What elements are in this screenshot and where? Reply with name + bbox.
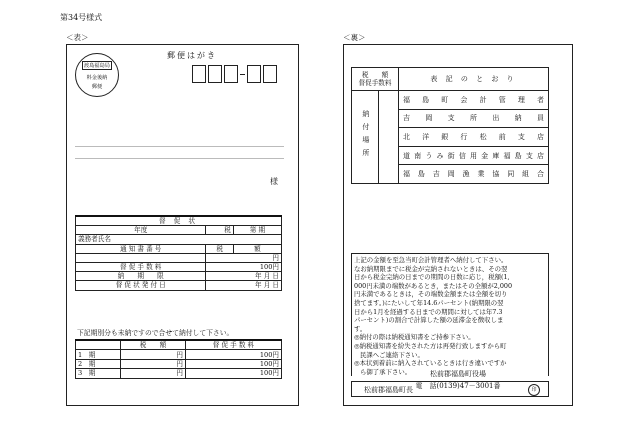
stamp-postage-paid: 料金後納 <box>86 75 108 81</box>
zip-box <box>263 65 277 83</box>
notice-line: 日から税金完納の日までの期間の日数に応じ，税額(1, <box>354 273 510 282</box>
period-header <box>76 340 121 350</box>
amount-fee-header <box>352 68 399 91</box>
zip-box <box>247 65 261 83</box>
unpaid-periods-table <box>75 339 282 379</box>
bullet-line: 民課へご連絡下さい。 <box>360 350 424 359</box>
period-cell: 3 期 <box>76 369 121 378</box>
postcard-front <box>66 44 299 406</box>
fee-cell: 100円 <box>185 359 281 368</box>
tax-amount-yen: 円 <box>206 253 282 262</box>
bullet-line: ◎納税通知書を紛失された方は再発行致しますから町 <box>354 341 507 350</box>
period-cell: 2 期 <box>76 359 121 368</box>
notice-line: なお納期限までに税金が完納されないときは、その翌 <box>354 264 508 273</box>
tax-cell: 円 <box>121 369 186 378</box>
due-date-label: 納 期 限 <box>76 272 206 281</box>
due-date-value: 年 月 日 <box>206 272 282 281</box>
fiscal-year-cell: 年度 <box>76 226 206 235</box>
payment-place-label-cell <box>352 91 379 184</box>
fee-cell: 100円 <box>185 369 281 378</box>
notice-line: す。 <box>354 324 367 333</box>
address-line <box>75 146 284 147</box>
address-line <box>75 158 284 159</box>
amount-header: 額 <box>233 244 281 253</box>
back-label: ＜裏＞ <box>343 33 366 42</box>
notice-line: 000円未満の端数があるとき，またはその全額が2,000 <box>354 281 513 290</box>
payment-table <box>351 67 549 184</box>
payment-place: 道南うみ街信用金庫福島支店 <box>399 146 549 165</box>
dunning-fee-value: 100円 <box>206 262 282 271</box>
stamp-post-office: 渡島福島局 <box>82 61 112 70</box>
postcard-title: 郵便はがき <box>167 51 217 60</box>
notice-line: 日から1月を経過する日までの期間に対しては年7.3 <box>354 307 503 316</box>
period-label: 第 期 <box>233 226 281 235</box>
issue-date-label: 督 促 状 発 付 日 <box>76 281 206 290</box>
notice-number-label: 通 知 書 番 号 <box>76 244 206 253</box>
tax-header: 税 <box>206 244 233 253</box>
form-number: 第34号様式 <box>60 13 103 22</box>
official-seal-icon: 印 <box>528 384 540 396</box>
front-label: ＜表＞ <box>66 33 89 42</box>
payment-place-label: 納付場所 <box>361 109 370 162</box>
mayor-title: 松前郡福島町長 <box>364 386 413 394</box>
table-row <box>76 359 282 368</box>
tax-amount-header: 税 額 <box>121 340 186 350</box>
notice-line: 円未満であるときは，その端数金額または全額を切り <box>354 290 508 299</box>
notice-line: 上記の金額を至急当町会計管理者へ納付して下さい。 <box>354 256 508 264</box>
table-row <box>76 350 282 359</box>
tax-amount-label: 税 額 <box>361 71 389 79</box>
town-office-phone: 電 話(0139)47－3001番 <box>415 382 501 390</box>
stamp-mail: 郵便 <box>91 84 103 90</box>
bullet-line: ら御了承下さい。 <box>360 367 412 376</box>
fee-header: 督 促 手 数 料 <box>185 340 281 350</box>
tax-cell: 円 <box>121 350 186 359</box>
postal-code-boxes[interactable] <box>192 65 279 83</box>
payment-place: 北洋銀行松前支店 <box>399 128 549 147</box>
notice-line: 捨てます。)にたいして年14.6パーセント(納期限の翌 <box>354 298 504 307</box>
table-row <box>76 369 282 378</box>
payment-notice <box>351 253 549 376</box>
period-cell: 1 期 <box>76 350 121 359</box>
fee-cell: 100円 <box>185 350 281 359</box>
notice-number-value <box>76 253 206 262</box>
zip-box <box>192 65 206 83</box>
spacer-cell <box>378 91 398 184</box>
tax-cell: 円 <box>121 359 186 368</box>
zip-box <box>224 65 238 83</box>
payment-place: 吉岡支所出納員 <box>399 109 549 128</box>
town-office-name: 松前郡福島町役場 <box>430 370 486 378</box>
payment-place: 福島町会計管理者 <box>399 91 549 110</box>
bullet-line: ◎納付の際は納税通知書をご持参下さい。 <box>354 333 475 342</box>
postcard-back <box>343 44 573 406</box>
dunning-fee-label: 督促手数料 <box>358 79 392 87</box>
tax-label: 税 <box>206 226 233 235</box>
dunning-notice-table <box>75 215 282 291</box>
notice-line: パーセント)の割合で計算した額の延滞金を徴収しま <box>354 316 504 325</box>
zip-dash <box>240 74 245 75</box>
taxpayer-name-label: 義務者氏名 <box>76 235 282 244</box>
unpaid-periods-note: 下記期別分も未納ですので合せて納付して下さい。 <box>77 329 234 337</box>
as-stated-text: 表 記 の と お り <box>399 68 549 91</box>
honorific-sama: 様 <box>270 177 278 186</box>
zip-box <box>208 65 222 83</box>
issue-date-value: 年 月 日 <box>206 281 282 290</box>
bullet-line: ◎本状到着前に納入されているときは行き違いですか <box>354 359 507 368</box>
dunning-title: 督 促 状 <box>76 216 282 226</box>
payment-place: 福島吉岡漁業協同組合 <box>399 165 549 184</box>
postage-stamp-mark <box>75 53 119 97</box>
dunning-fee-label: 督 促 手 数 料 <box>76 262 206 271</box>
